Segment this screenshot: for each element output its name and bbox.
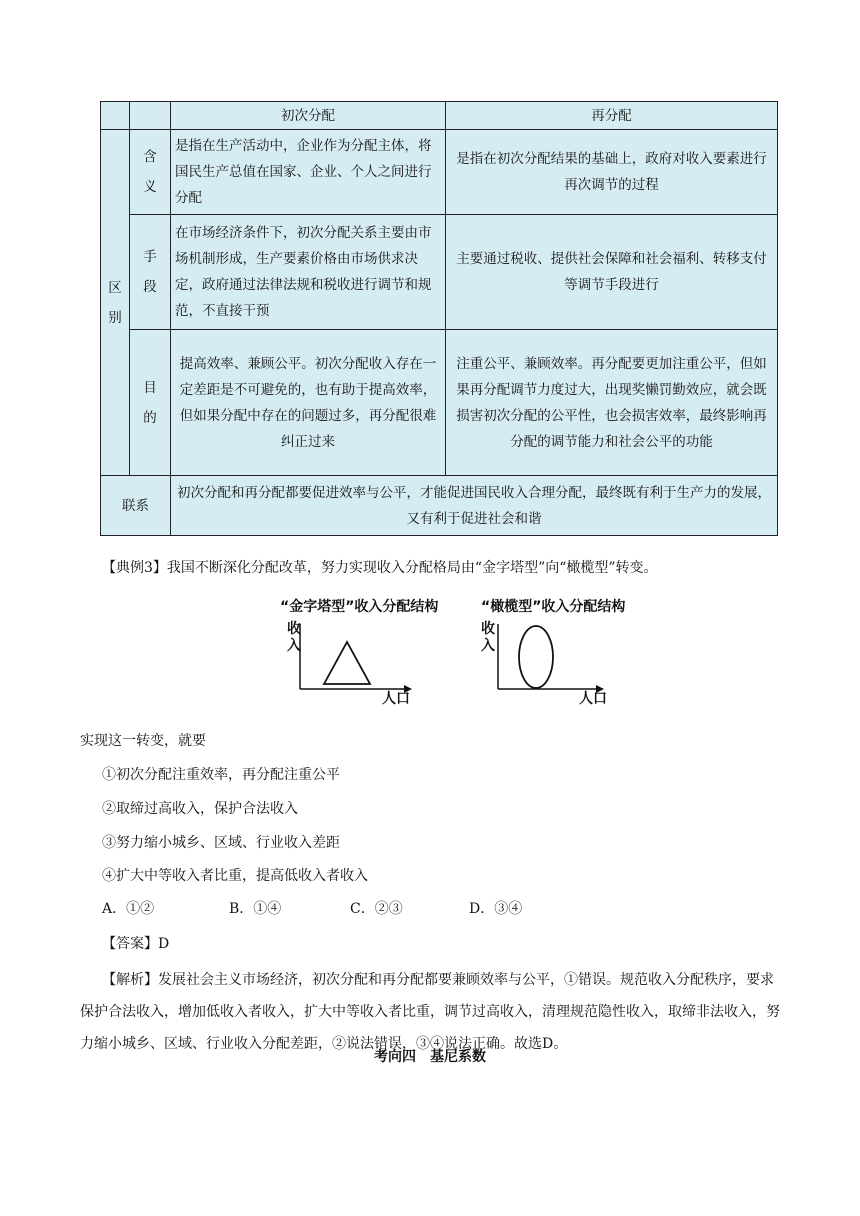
- cell-meaning-second: 是指在初次分配结果的基础上，政府对收入要素进行再次调节的过程: [446, 130, 778, 215]
- statement-4: ④扩大中等收入者比重，提高低收入者收入: [102, 868, 368, 884]
- cell-purpose-first: 提高效率、兼顾公平。初次分配收入存在一定差距是不可避免的，也有助于提高效率，但如果分配中存在的问题过多，再分配很难纠正过来: [171, 330, 446, 476]
- table-row: [101, 130, 778, 215]
- analysis-paragraph: 【解析】发展社会主义市场经济，初次分配和再分配都要兼顾效率与公平，①错误。规范收入分配秩序，要求保护合法收入，增加低收入者收入，扩大中等收入者比重，调节过高收入，清理规范隐性收入，取缔非法收入，努力缩小城乡、区域、行业收入分配差距，②说法错误，③④说法正确。故选D。: [80, 972, 780, 1052]
- olive-y-label: 收入: [481, 621, 495, 654]
- answer-line: 【答案】D: [102, 936, 170, 952]
- header-cell-blank-2: [130, 102, 171, 130]
- section-title: 考向四 基尼系数: [374, 1049, 486, 1065]
- statement-3: ③努力缩小城乡、区域、行业收入差距: [102, 835, 340, 851]
- row-label-means: 手段: [130, 215, 171, 330]
- comparison-table: [100, 101, 778, 536]
- table-header-row: [101, 102, 778, 130]
- row-label-meaning: 含义: [130, 130, 171, 215]
- olive-chart-title: “橄榄型”收入分配结构: [481, 599, 626, 615]
- olive-ellipse-shape: [519, 626, 553, 688]
- header-first-distribution: 初次分配: [171, 102, 446, 130]
- example-intro: 【典例3】我国不断深化分配改革，努力实现收入分配格局由“金字塔型”向“橄榄型”转变。: [102, 560, 658, 576]
- cell-purpose-second: 注重公平、兼顾效率。再分配要更加注重公平，但如果再分配调节力度过大，出现奖懒罚勤效应，就会既损害初次分配的公平性，也会损害效率，最终影响再分配的调节能力和社会公平的功能: [446, 330, 778, 476]
- cell-means-first: 在市场经济条件下，初次分配关系主要由市场机制形成，生产要素价格由市场供求决定，政府通过法律法规和税收进行调节和规范，不直接干预: [171, 215, 446, 330]
- statement-2: ②取缔过高收入，保护合法收入: [102, 801, 298, 817]
- olive-x-label: 人口: [579, 691, 607, 707]
- option-b: B．①④: [229, 901, 282, 917]
- link-label: 联系: [101, 476, 171, 536]
- table-row: [101, 330, 778, 476]
- option-c: C．②③: [350, 901, 403, 917]
- pyramid-x-label: 人口: [382, 691, 410, 707]
- pyramid-chart: [290, 620, 420, 700]
- option-d: D．③④: [469, 901, 523, 917]
- question-prompt: 实现这一转变，就要: [80, 733, 206, 749]
- pyramid-y-label: 收入: [287, 621, 301, 654]
- olive-chart: [488, 620, 613, 700]
- group-label-difference: 区别: [101, 130, 130, 476]
- cell-meaning-first: 是指在生产活动中，企业作为分配主体，将国民生产总值在国家、企业、个人之间进行分配: [171, 130, 446, 215]
- link-text: 初次分配和再分配都要促进效率与公平，才能促进国民收入合理分配，最终既有利于生产力的发展，又有利于促进社会和谐: [171, 476, 778, 536]
- header-cell-blank-1: [101, 102, 130, 130]
- option-a: A．①②: [102, 901, 155, 917]
- cell-means-second: 主要通过税收、提供社会保障和社会福利、转移支付等调节手段进行: [446, 215, 778, 330]
- pyramid-triangle-shape: [324, 642, 370, 684]
- header-redistribution: 再分配: [446, 102, 778, 130]
- pyramid-chart-title: “金字塔型”收入分配结构: [280, 599, 439, 615]
- statement-1: ①初次分配注重效率，再分配注重公平: [102, 767, 340, 783]
- table-row-link: [101, 476, 778, 536]
- row-label-purpose: 目的: [130, 330, 171, 476]
- table-row: [101, 215, 778, 330]
